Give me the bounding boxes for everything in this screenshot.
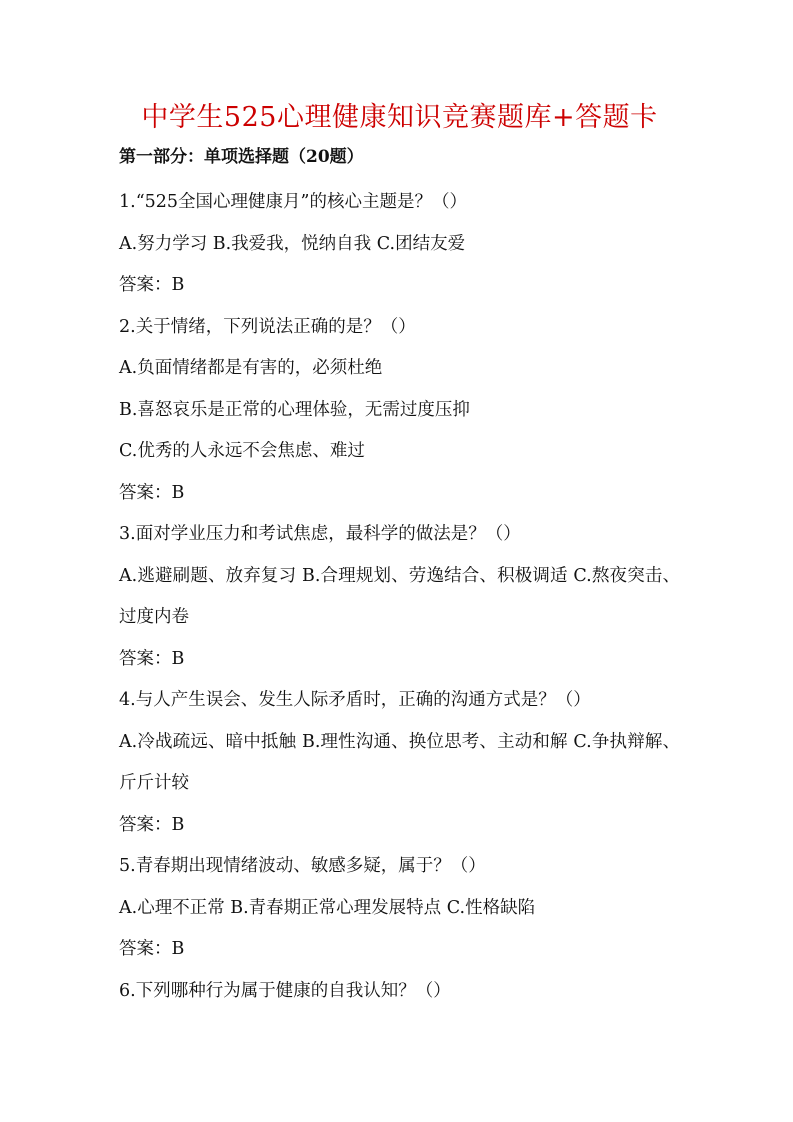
question-answer: 答案：B bbox=[119, 939, 185, 959]
question-block bbox=[119, 182, 680, 307]
section-heading: 第一部分：单项选择题（20题） bbox=[119, 147, 364, 167]
question-options: A.努力学习 B.我爱我，悦纳自我 C.团结友爱 bbox=[119, 233, 466, 254]
question-answer: 答案：B bbox=[119, 482, 185, 503]
question-stem: 6.下列哪种行为属于健康的自我认知？（） bbox=[119, 980, 451, 1001]
question-block bbox=[119, 514, 680, 680]
question-answer: 答案：B bbox=[119, 814, 185, 835]
question-options: A.心理不正常 B.青春期正常心理发展特点 C.性格缺陷 bbox=[119, 897, 536, 918]
question-stem: 3.面对学业压力和考试焦虑，最科学的做法是？（） bbox=[119, 524, 521, 544]
question-answer: 答案：B bbox=[119, 275, 185, 295]
question-option-c: C.优秀的人永远不会焦虑、难过 bbox=[119, 441, 365, 461]
question-block bbox=[119, 307, 680, 515]
question-option-b: B.喜怒哀乐是正常的心理体验，无需过度压抑 bbox=[119, 399, 470, 420]
question-stem: 2.关于情绪，下列说法正确的是？（） bbox=[119, 316, 416, 337]
question-answer: 答案：B bbox=[119, 648, 185, 669]
document-title: 中学生525心理健康知识竞赛题库+答题卡 bbox=[141, 102, 658, 133]
question-block bbox=[119, 680, 680, 846]
question-block bbox=[119, 971, 680, 1013]
question-option-a: A.负面情绪都是有害的，必须杜绝 bbox=[119, 358, 383, 378]
question-stem: 5.青春期出现情绪波动、敏感多疑，属于？（） bbox=[119, 856, 486, 876]
question-options: A.逃避刷题、放弃复习 B.合理规划、劳逸结合、积极调适 C.熬夜突击、过度内卷 bbox=[119, 565, 680, 627]
question-options: A.冷战疏远、暗中抵触 B.理性沟通、换位思考、主动和解 C.争执辩解、斤斤计较 bbox=[119, 731, 680, 793]
question-stem: 1.“525全国心理健康月”的核心主题是？（） bbox=[119, 192, 467, 212]
question-block bbox=[119, 846, 680, 971]
question-stem: 4.与人产生误会、发生人际矛盾时，正确的沟通方式是？（） bbox=[119, 690, 591, 710]
